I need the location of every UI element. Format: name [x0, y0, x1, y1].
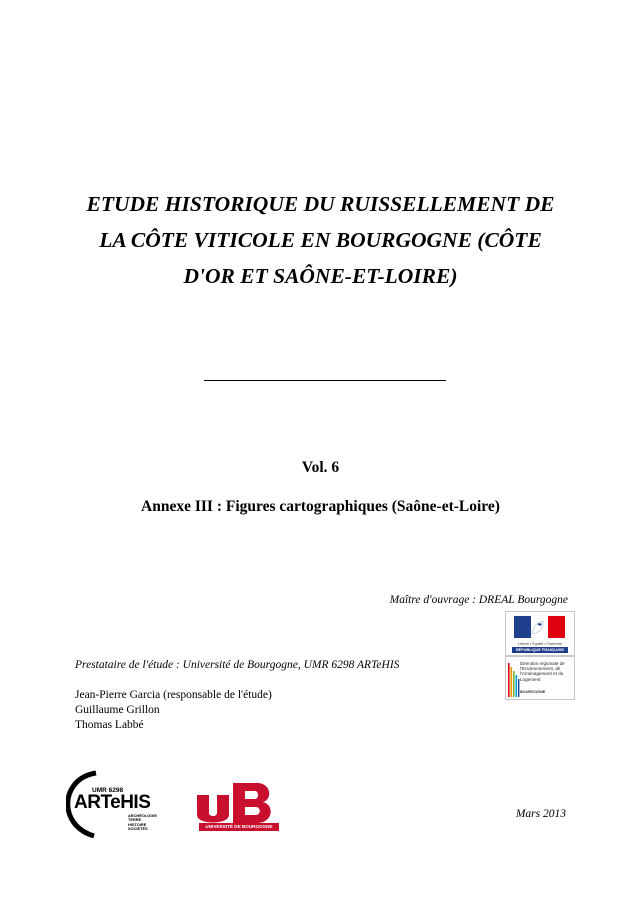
artehis-umr: UMR 6298	[92, 787, 124, 794]
ub-caption: UNIVERSITÉ DE BOURGOGNE	[205, 824, 273, 829]
author-3: Thomas Labbé	[75, 719, 144, 731]
universite-bourgogne-logo	[195, 781, 283, 833]
artehis-subtitle	[128, 814, 157, 832]
volume-label: Vol. 6	[301, 459, 340, 476]
rf-name: RÉPUBLIQUE FRANÇAISE	[515, 648, 565, 652]
maitre-ouvrage: Maître d'ouvrage : DREAL Bourgogne	[389, 594, 568, 606]
title-divider	[204, 380, 446, 381]
artehis-name: ARTeHIS	[74, 792, 151, 813]
artehis-logo	[66, 770, 178, 838]
republique-francaise-logo	[505, 611, 575, 656]
marianne-icon	[506, 612, 574, 642]
artehis-word-4: SOCIÉTÉS	[128, 826, 148, 832]
rf-motto: Liberté • Égalité • Fraternité	[518, 642, 562, 646]
dreal-logo	[505, 656, 575, 700]
dreal-bars-icon	[506, 657, 520, 699]
artehis-word-1: ARCHÉOLOGIE	[128, 813, 157, 818]
publication-date: Mars 2013	[515, 808, 566, 820]
dreal-text: Direction régionale de l'Environnement, de l'Aménagement et du Logement	[520, 661, 565, 682]
prestataire: Prestataire de l'étude : Université de Bourgogne, UMR 6298 ARTeHIS	[75, 659, 400, 671]
dreal-region: BOURGOGNE	[520, 690, 546, 694]
author-1: Jean-Pierre Garcia (responsable de l'étude)	[75, 689, 272, 701]
document-title	[60, 186, 581, 294]
author-2: Guillaume Grillon	[75, 704, 160, 716]
title-line-1: ETUDE HISTORIQUE DU RUISSELLEMENT DE	[86, 192, 555, 216]
title-line-2: LA CÔTE VITICOLE EN BOURGOGNE (CÔTE	[99, 228, 542, 252]
authors-list	[75, 688, 272, 733]
title-line-3: D'OR ET SAÔNE-ET-LOIRE)	[183, 264, 458, 288]
artehis-word-3: HISTOIRE	[128, 821, 147, 827]
artehis-word-2: TERRE	[128, 817, 142, 823]
annex-label: Annexe III : Figures cartographiques (Saône-et-Loire)	[141, 498, 500, 515]
